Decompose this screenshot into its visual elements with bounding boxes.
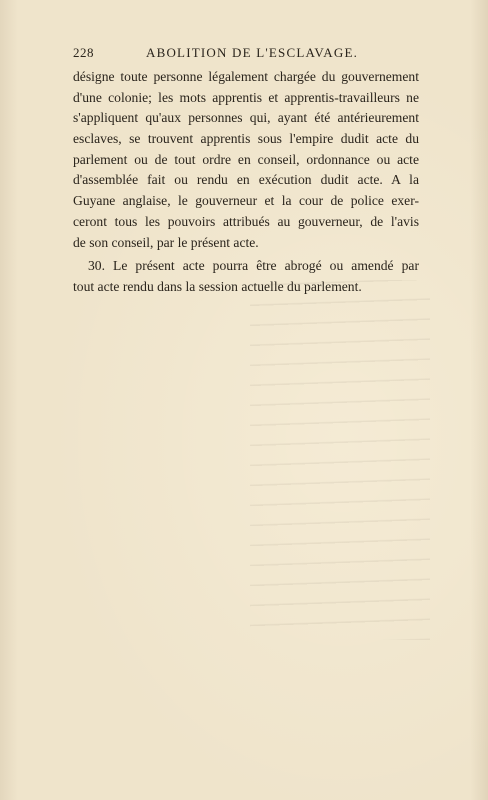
article-30-line: 30. Le présent acte pourra être abrogé ou amendé par bbox=[88, 258, 419, 274]
text-line: de son conseil, par le présent acte. bbox=[73, 234, 259, 250]
show-through-text bbox=[250, 280, 430, 640]
text-line: d'assemblée fait ou rendu en exécution dudit acte. A la bbox=[73, 172, 419, 188]
text-line: Guyane anglaise, le gouverneur et la cour de police exer- bbox=[73, 193, 419, 209]
text-line: tout acte rendu dans la session actuelle du parlement. bbox=[73, 278, 362, 294]
text-line: esclaves, se trouvent apprentis sous l'empire dudit acte du bbox=[73, 131, 419, 147]
text-line: parlement ou de tout ordre en conseil, ordonnance ou acte bbox=[73, 151, 419, 167]
text-line: désigne toute personne légalement chargée du gouvernement bbox=[73, 69, 419, 84]
text-line: ceront tous les pouvoirs attribués au gouverneur, de l'avis bbox=[73, 213, 419, 229]
body-text bbox=[73, 67, 419, 298]
running-title: ABOLITION DE L'ESCLAVAGE. bbox=[146, 45, 359, 60]
page-header bbox=[73, 45, 418, 63]
page-number: 228 bbox=[73, 45, 94, 60]
text-line: d'une colonie; les mots apprentis et apprentis-travailleurs ne bbox=[73, 89, 419, 105]
text-line: s'appliquent qu'aux personnes qui, ayant été antérieurement bbox=[73, 110, 419, 126]
